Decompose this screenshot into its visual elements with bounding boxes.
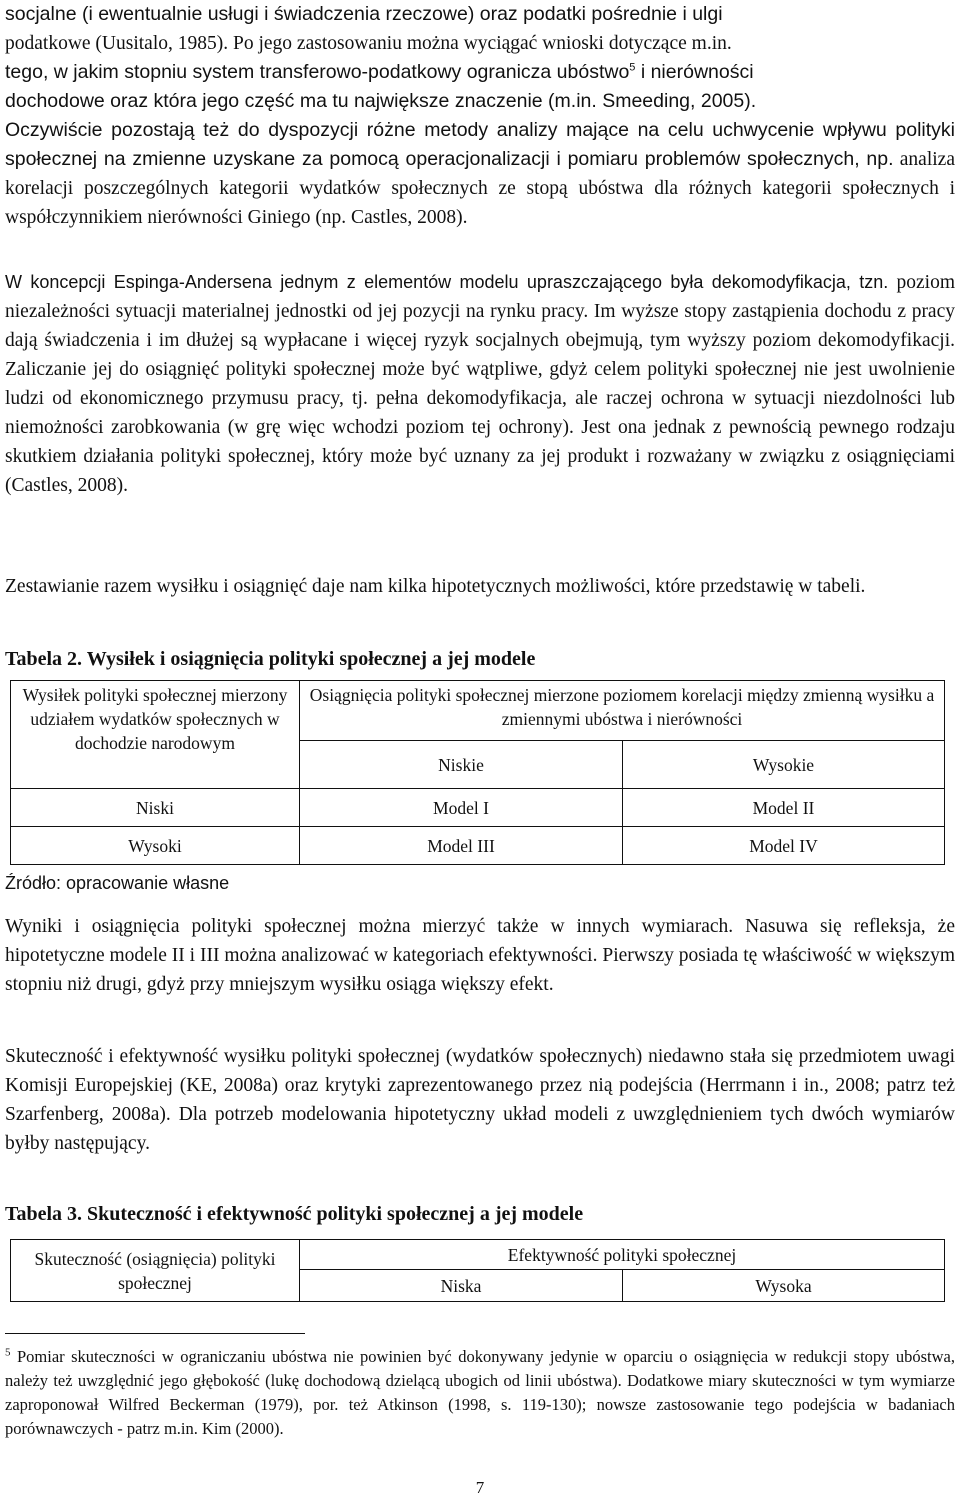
paragraph-1: [5, 0, 955, 232]
paragraph-4: [5, 912, 955, 999]
footnote-mark: 5: [5, 1346, 11, 1359]
para2-sans: W koncepcji Espinga-Andersena jednym z elementów modelu upraszczającego była dekomodyfikacja, tzn.: [5, 272, 889, 292]
para1-line2: podatkowe (Uusitalo, 1985). Po jego zastosowaniu można wyciągać wnioski dotyczące m.in.: [5, 33, 732, 54]
para1-body-sans: Oczywiście pozostają też do dyspozycji różne metody analizy mające na celu uchwycenie wpływu polityki społecznej na zmienne uzyskane za pomocą operacjonalizacji i pomiaru problemów społecznych, np.: [5, 119, 955, 170]
footnote-5: [5, 1345, 955, 1441]
footnote-ref-5[interactable]: 5: [629, 61, 636, 74]
paragraph-5: [5, 1042, 955, 1158]
table-row: [11, 827, 945, 865]
table2-row-label-niski: Niski: [11, 789, 300, 827]
table2-source: Źródło: opracowanie własne: [5, 873, 230, 893]
para1-line4: dochodowe oraz która jego część ma tu największe znaczenie (m.in. Smeeding, 2005).: [5, 90, 757, 112]
table2-cell-model-iii: Model III: [300, 827, 623, 865]
table2-col-wysokie: Wysokie: [623, 741, 945, 789]
table-2: [10, 680, 945, 865]
para2-text: [5, 268, 955, 500]
footnote-text: Pomiar skuteczności w ograniczaniu ubóstwa nie powinien być dokonywany jedynie w oparciu o osiągnięcia w redukcji stopy ubóstwa, należy też uwzględnić jego głębokość (lukę dochodową dzielącą ubogich od linii ubóstwa). Dodatkowe miary skuteczności w tym wymiarze zaproponował Wilfred Beckerman (1979), por. też Atkinson (1998, s. 119-130); nowsze zastosowanie tego podejścia w badaniach porównawczych - patrz m.in. Kim (2000).: [5, 1347, 955, 1438]
para1-line1: socjalne (i ewentualnie usługi i świadczenia rzeczowe) oraz podatki pośrednie i ulgi: [5, 3, 723, 25]
para1-line3: [5, 58, 955, 87]
table2-cell-model-ii: Model II: [623, 789, 945, 827]
paragraph-2: [5, 268, 955, 500]
paragraph-3: [5, 572, 955, 601]
footnote-separator: [5, 1333, 305, 1334]
table2-caption: Tabela 2. Wysiłek i osiągnięcia polityki społecznej a jej modele: [5, 648, 536, 670]
para1-line3-text: tego, w jakim stopniu system transferowo-podatkowy ogranicza ubóstwo: [5, 61, 630, 83]
page-number: 7: [475, 1478, 485, 1497]
para4-text: Wyniki i osiągnięcia polityki społecznej można mierzyć także w innych wymiarach. Nasuwa się refleksja, że hipotetyczne modele II i III można analizować w kategoriach efektywności. Pierwszy posiada tę właściwość w większym stopniu niż drugi, gdyż przy mniejszym wysiłku osiąga większy efekt.: [5, 916, 955, 995]
table-3: [10, 1239, 945, 1302]
para2-serif: poziom niezależności sytuacji materialnej jednostki od jej pozycji na rynku pracy. Im wyższe stopy zastąpienia dochodu z pracy dają świadczenia i im dłużej są wypłacane i więcej ryzyk socjalnych obejmują, tym wyższy poziom dekomodyfikacji. Zaliczanie jej do osiągnięć polityki społecznej może być wątpliwe, gdyż celem polityki społecznej nie jest uwolnienie ludzi od ekonomicznego przymusu pracy, tj. pełna dekomodyfikacja, ale raczej ochrona w sytuacji niezdolności lub niemożności zarobkowania (w grę więc wchodzi poziom tej ochrony). Jest ona jednak z pewnością pewnego rodzaju skutkiem działania polityki społecznej, który może być uznany za jej produkt i rozważany w związku z osiągnięciami (Castles, 2008).: [5, 272, 955, 496]
table3-col-group-header: Efektywność polityki społecznej: [300, 1240, 945, 1270]
para1-line3-rest: i nierówności: [635, 61, 754, 83]
para1-body-serif: analiza korelacji poszczególnych kategorii wydatków społecznych ze stopą ubóstwa dla różnych kategorii społecznych i współczynnikiem nierówności Giniego (np. Castles, 2008).: [5, 149, 955, 228]
para5-text: Skuteczność i efektywność wysiłku polityki społecznej (wydatków społecznych) niedawno stała się przedmiotem uwagi Komisji Europejskiej (KE, 2008a) oraz krytyki zaprezentowanego przez nią podejścia (Herrmann i in., 2008; patrz też Szarfenberg, 2008a). Dla potrzeb modelowania hipotetyczny układ modeli z uwzględnieniem tych dwóch wymiarów byłby następujący.: [5, 1046, 955, 1154]
table2-row-header: Wysiłek polityki społecznej mierzony udziałem wydatków społecznych w dochodzie narodowym: [11, 681, 300, 789]
table2-row-label-wysoki: Wysoki: [11, 827, 300, 865]
table2-col-niskie: Niskie: [300, 741, 623, 789]
table2-cell-model-i: Model I: [300, 789, 623, 827]
table2-caption-block: [5, 646, 955, 672]
table3-col-niska: Niska: [300, 1270, 623, 1302]
table3-caption-block: [5, 1201, 955, 1227]
footnote-block: [5, 1345, 955, 1441]
table3-row-header: Skuteczność (osiągnięcia) polityki społecznej: [11, 1240, 300, 1302]
para1-body: [5, 116, 955, 232]
table2-cell-model-iv: Model IV: [623, 827, 945, 865]
table2-col-group-header: Osiągnięcia polityki społecznej mierzone poziomem korelacji między zmienną wysiłku a zmiennymi ubóstwa i nierówności: [300, 681, 945, 741]
table3-col-wysoka: Wysoka: [623, 1270, 945, 1302]
para3-text: Zestawianie razem wysiłku i osiągnięć daje nam kilka hipotetycznych możliwości, które przedstawię w tabeli.: [5, 576, 866, 597]
table3-caption: Tabela 3. Skuteczność i efektywność polityki społecznej a jej modele: [5, 1203, 584, 1225]
table-row: [11, 789, 945, 827]
